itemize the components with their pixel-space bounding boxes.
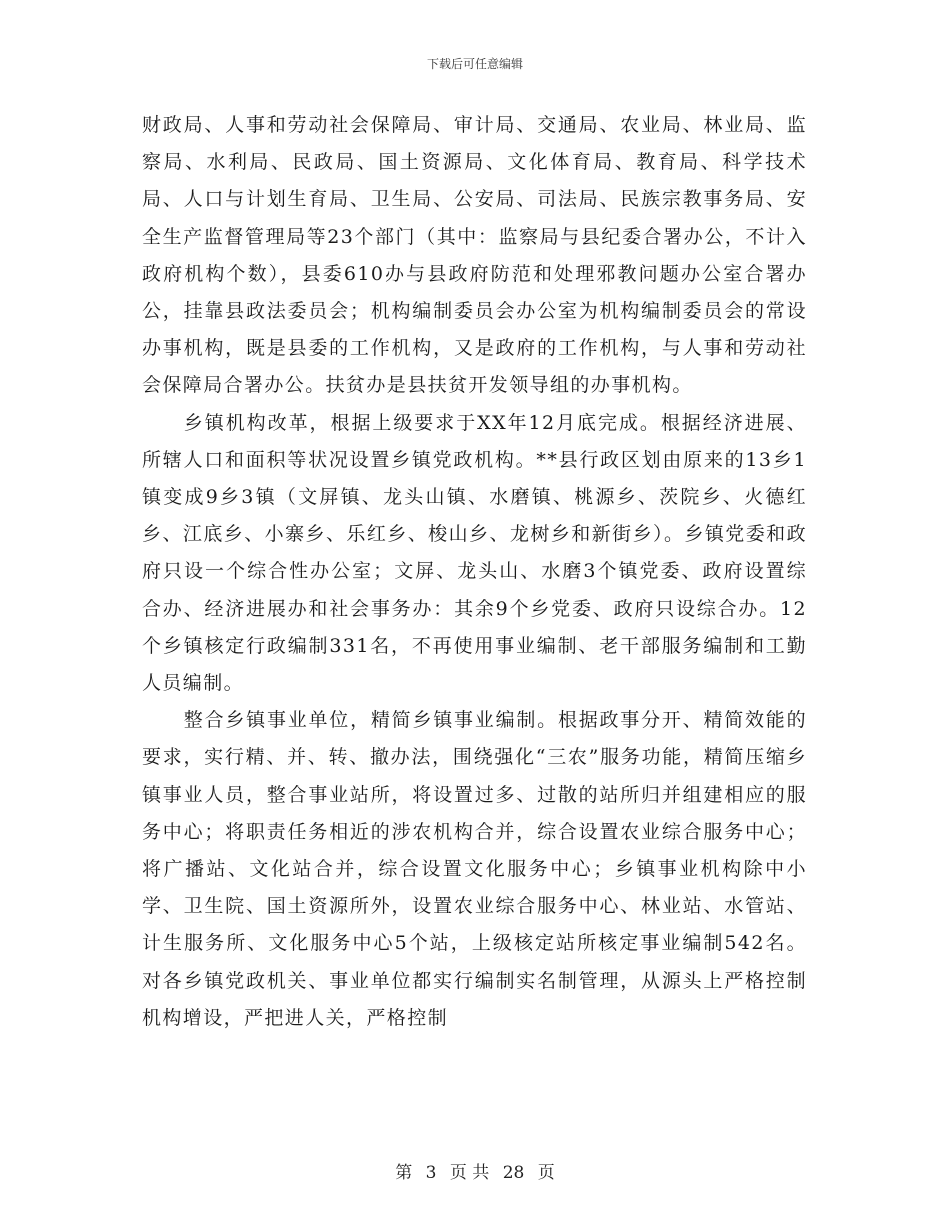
paragraph-public-institutions: 整合乡镇事业单位，精简乡镇事业编制。根据政事分开、精简效能的要求，实行精、并、转、撤办法，围绕强化“三农”服务功能，精简压缩乡镇事业人员，整合事业站所，将设置过多、过散的站所归并组建相应的服务中心；将职责任务相近的涉农机构合并，综合设置农业综合服务中心；将广播站、文化站合并，综合设置文化服务中心；乡镇事业机构除中小学、卫生院、国土资源所外，设置农业综合服务中心、林业站、水管站、计生服务所、文化服务中心5个站，上级核定站所核定事业编制542名。对各乡镇党政机关、事业单位都实行编制实名制管理，从源头上严格控制机构增设，严把进人关，严格控制 bbox=[142, 709, 807, 1029]
footer-middle: 页 共 bbox=[449, 1163, 490, 1183]
footer-suffix: 页 bbox=[537, 1163, 555, 1183]
document-body bbox=[142, 107, 807, 1037]
paragraph-continued: 财政局、人事和劳动社会保障局、审计局、交通局、农业局、林业局、监察局、水利局、民政局、国土资源局、文化体育局、教育局、科学技术局、人口与计划生育局、卫生局、公安局、司法局、民族宗教事务局、安全生产监督管理局等23个部门（其中：监察局与县纪委合署办公，不计入政府机构个数），县委610办与县政府防范和处理邪教问题办公室合署办公，挂靠县政法委员会；机构编制委员会办公室为机构编制委员会的常设办事机构，既是县委的工作机构，又是政府的工作机构，与人事和劳动社会保障局合署办公。扶贫办是县扶贫开发领导组的办事机构。 bbox=[142, 114, 807, 397]
paragraph-township-reform: 乡镇机构改革，根据上级要求于XX年12月底完成。根据经济进展、所辖人口和面积等状况设置乡镇党政机构。**县行政区划由原来的13乡1镇变成9乡3镇（文屏镇、龙头山镇、水磨镇、桃源乡、茨院乡、火德红乡、江底乡、小寨乡、乐红乡、梭山乡、龙树乡和新街乡）。乡镇党委和政府只设一个综合性办公室；文屏、龙头山、水磨3个镇党委、政府设置综合办、经济进展办和社会事务办：其余9个乡党委、政府只设综合办。12个乡镇核定行政编制331名，不再使用事业编制、老干部服务编制和工勤人员编制。 bbox=[142, 411, 807, 695]
footer-current-page: 3 bbox=[425, 1163, 437, 1183]
page-footer bbox=[0, 1158, 950, 1183]
footer-total-pages: 28 bbox=[502, 1163, 525, 1183]
page-header bbox=[0, 55, 950, 72]
footer-prefix: 第 bbox=[395, 1163, 413, 1183]
header-text: 下载后可任意编辑 bbox=[426, 57, 523, 71]
